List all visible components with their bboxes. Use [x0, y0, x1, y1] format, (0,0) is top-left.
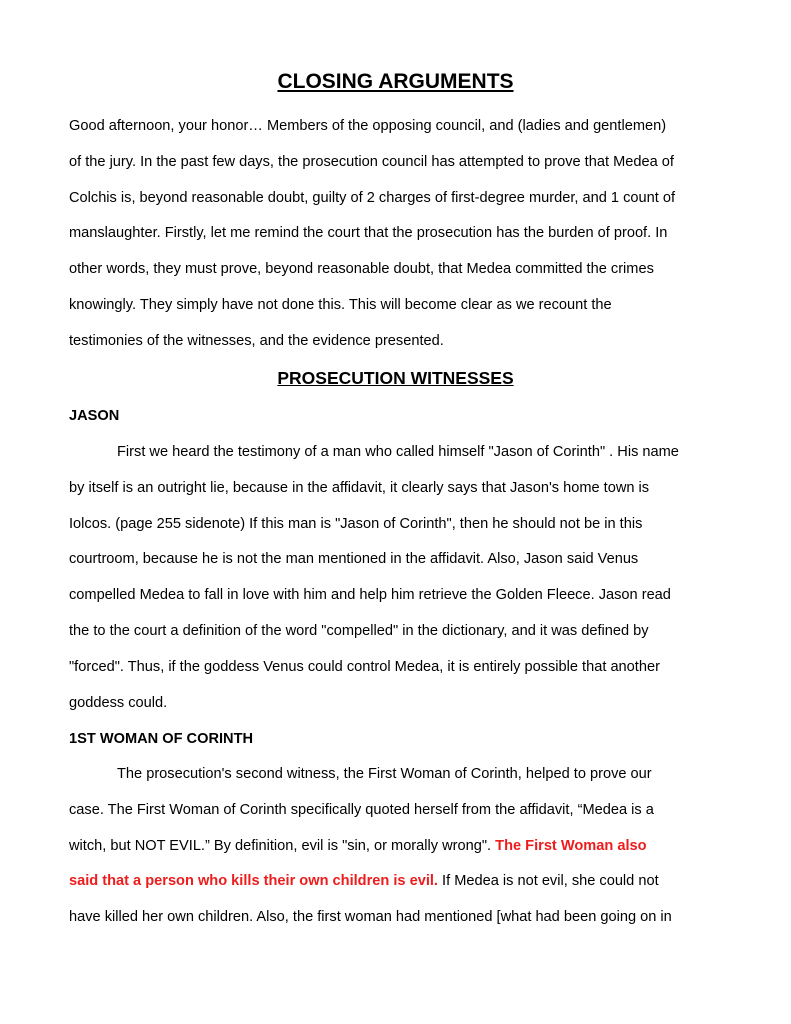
highlighted-text: said that a person who kills their own children is evil. — [69, 873, 438, 890]
woman-line — [69, 864, 729, 900]
intro-line: of the jury. In the past few days, the prosecution council has attempted to prove that Medea of — [69, 153, 674, 170]
page-title: CLOSING ARGUMENTS — [277, 70, 514, 93]
woman-line: have killed her own children. Also, the first woman had mentioned [what had been going on in — [69, 909, 672, 926]
jason-line: "forced". Thus, if the goddess Venus could control Medea, it is entirely possible that another — [69, 658, 660, 675]
jason-line: compelled Medea to fall in love with him and help him retrieve the Golden Fleece. Jason read — [69, 587, 671, 604]
intro-line: testimonies of the witnesses, and the evidence presented. — [69, 332, 444, 349]
woman-heading: 1ST WOMAN OF CORINTH — [69, 731, 254, 747]
intro-paragraph — [69, 109, 729, 360]
woman-line-text: witch, but NOT EVIL.” By definition, evil is "sin, or morally wrong". — [69, 837, 496, 854]
jason-line: goddess could. — [69, 694, 168, 711]
section-title: PROSECUTION WITNESSES — [277, 368, 514, 388]
jason-line: courtroom, because he is not the man mentioned in the affidavit. Also, Jason said Venus — [69, 551, 639, 568]
jason-paragraph — [69, 435, 729, 721]
intro-line: other words, they must prove, beyond reasonable doubt, that Medea committed the crimes — [69, 261, 654, 278]
intro-line: knowingly. They simply have not done this. This will become clear as we recount the — [69, 296, 612, 313]
jason-line: First we heard the testimony of a man who called himself "Jason of Corinth" . His name — [117, 444, 679, 460]
woman-line: case. The First Woman of Corinth specifically quoted herself from the affidavit, “Medea is a — [69, 801, 654, 818]
intro-line: Colchis is, beyond reasonable doubt, guilty of 2 charges of first-degree murder, and 1 count of — [69, 189, 675, 206]
jason-line: Iolcos. (page 255 sidenote) If this man is "Jason of Corinth", then he should not be in this — [69, 515, 643, 532]
woman-line: The prosecution's second witness, the First Woman of Corinth, helped to prove our — [117, 766, 652, 782]
woman-paragraph — [69, 757, 729, 936]
highlighted-text: The First Woman also — [495, 837, 647, 854]
intro-line: Good afternoon, your honor… Members of the opposing council, and (ladies and gentlemen) — [69, 118, 667, 134]
woman-line-text: If Medea is not evil, she could not — [437, 873, 659, 890]
jason-heading: JASON — [69, 408, 120, 424]
jason-line: the to the court a definition of the word "compelled" in the dictionary, and it was defined by — [69, 622, 649, 639]
jason-line: by itself is an outright lie, because in the affidavit, it clearly says that Jason's home town is — [69, 479, 650, 496]
intro-line: manslaughter. Firstly, let me remind the court that the prosecution has the burden of proof. In — [69, 225, 668, 242]
woman-line — [69, 829, 729, 865]
